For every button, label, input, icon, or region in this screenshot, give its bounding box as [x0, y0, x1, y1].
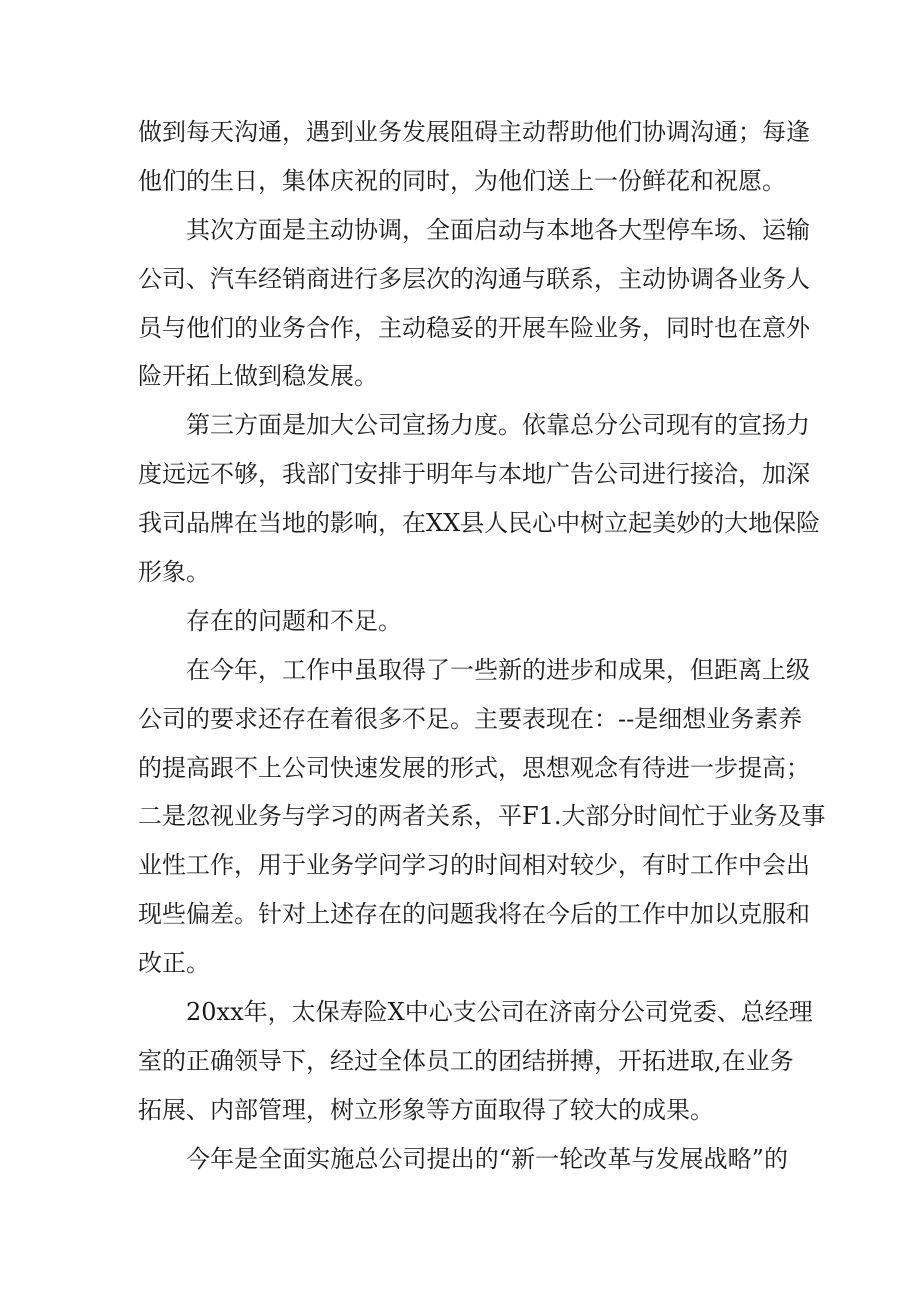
- text-line: 的提高跟不上公司快速发展的形式，思想观念有待进一步提高；: [138, 753, 810, 782]
- text-line: 改正。: [138, 949, 210, 978]
- text-line: 他们的生日，集体庆祝的同时，为他们送上一份鲜花和祝愿。: [138, 166, 786, 195]
- paragraph-7: [138, 1135, 788, 1184]
- text-line: 做到每天沟通，遇到业务发展阻碍主动帮助他们协调沟通；每逢: [138, 118, 810, 146]
- paragraph-2: [138, 206, 810, 402]
- text-line: 现些偏差。针对上述存在的问题我将在今后的工作中加以克服和: [138, 900, 810, 929]
- text-line: 我司品牌在当地的影响，在XX县人民心中树立起美妙的大地保险: [138, 509, 821, 538]
- text-line: 二是忽视业务与学习的两者关系，平F1.大部分时间忙于业务及事: [138, 802, 826, 831]
- document-body: [138, 108, 826, 1184]
- text-line: 今年是全面实施总公司提出的“新一轮改革与发展战略”的: [186, 1144, 788, 1173]
- paragraph-1: [138, 108, 810, 206]
- text-line: 其次方面是主动协调，全面启动与本地各大型停车场、运输: [186, 215, 810, 244]
- text-line: 拓展、内部管理，树立形象等方面取得了较大的成果。: [138, 1095, 714, 1124]
- paragraph-4: [138, 597, 788, 646]
- text-line: 存在的问题和不足。: [186, 606, 402, 635]
- paragraph-3: [138, 401, 821, 597]
- paragraph-5: [138, 646, 826, 988]
- text-line: 20xx年，太保寿险X中心支公司在济南分公司党委、总经理: [186, 998, 813, 1027]
- text-line: 第三方面是加大公司宣扬力度。依靠总分公司现有的宣扬力: [186, 411, 810, 440]
- text-line: 业性工作，用于业务学问学习的时间相对较少，有时工作中会出: [138, 851, 810, 880]
- text-line: 在今年，工作中虽取得了一些新的进步和成果，但距离上级: [186, 655, 810, 684]
- text-line: 形象。: [138, 558, 210, 587]
- text-line: 公司、汽车经销商进行多层次的沟通与联系，主动协调各业务人: [138, 264, 810, 293]
- text-line: 险开拓上做到稳发展。: [138, 362, 378, 391]
- text-line: 度远远不够，我部门安排于明年与本地广告公司进行接洽，加深: [138, 460, 810, 489]
- text-line: 公司的要求还存在着很多不足。主要表现在：--是细想业务素养: [138, 704, 803, 733]
- paragraph-6: [138, 988, 813, 1135]
- text-line: 员与他们的业务合作，主动稳妥的开展车险业务，同时也在意外: [138, 313, 810, 342]
- text-line: 室的正确领导下，经过全体员工的团结拼搏，开拓进取,在业务: [138, 1046, 794, 1075]
